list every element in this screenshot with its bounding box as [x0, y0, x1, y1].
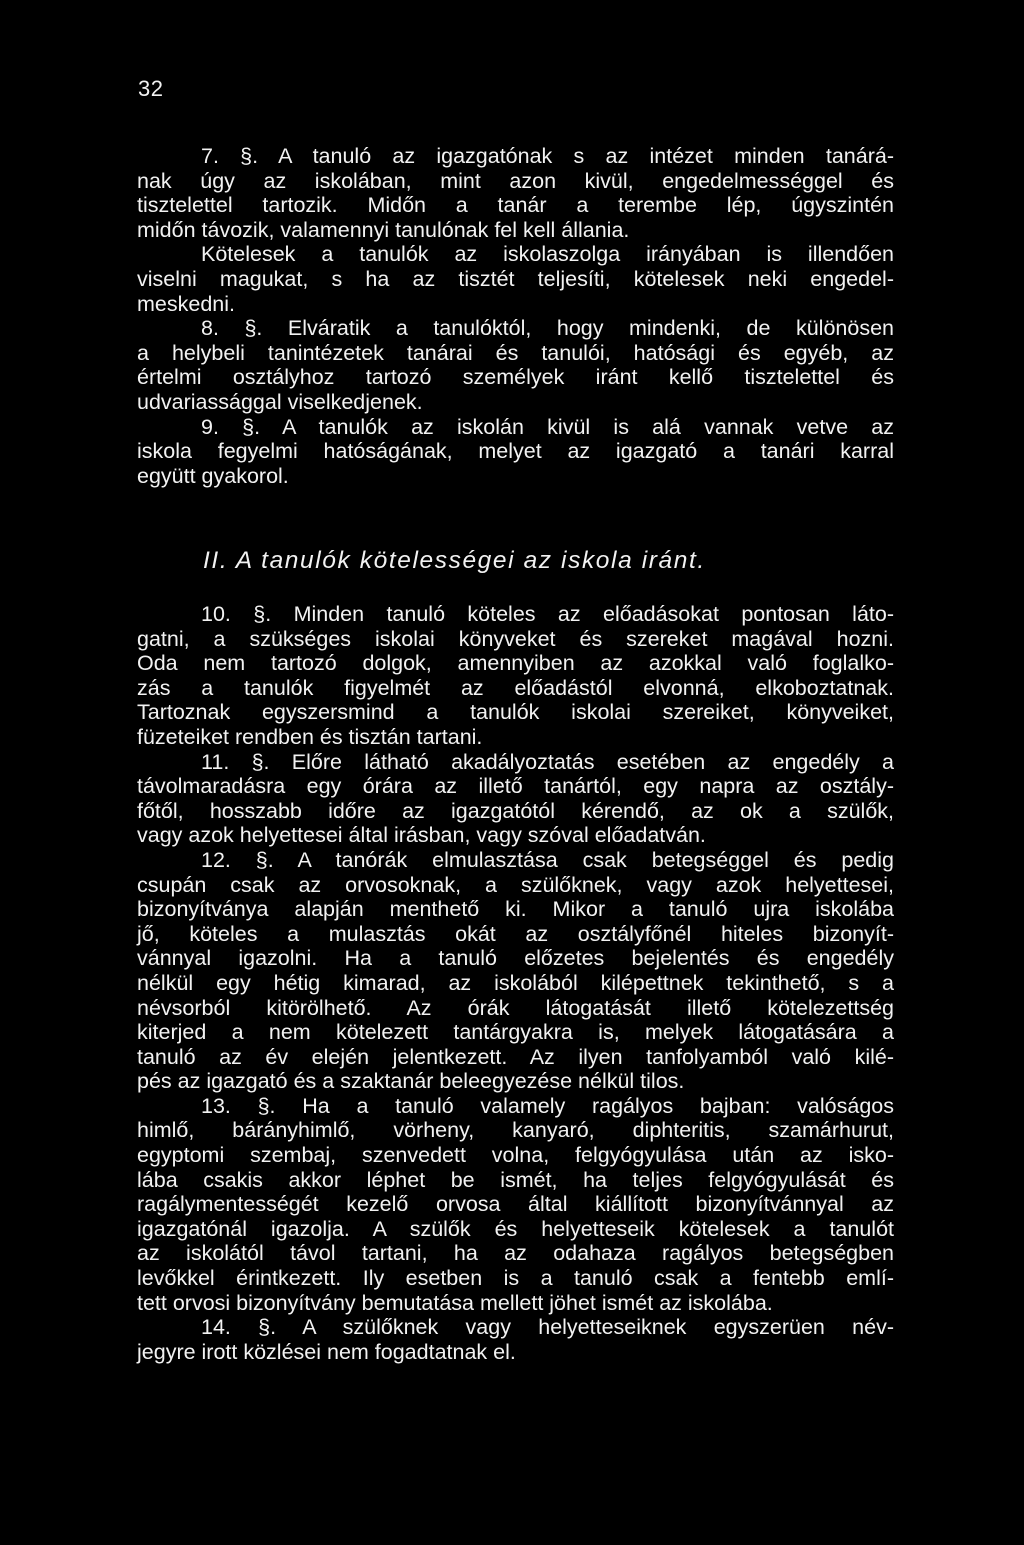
paragraph-line: a helybeli tanintézetek tanárai és tanulói, hatósági és egyéb, az [137, 340, 894, 365]
paragraph-line: nélkül egy hétig kimarad, az iskolából kilépettnek tekinthető, s a [137, 970, 894, 995]
paragraph-line: viselni magukat, s ha az tisztét teljesíti, kötelesek neki engedel- [137, 266, 894, 291]
paragraph-line: Kötelesek a tanulók az iskolaszolga irányában is illendően [201, 242, 894, 267]
paragraph-line: zás a tanulók figyelmét az előadástól elvonná, elkoboztatnak. [137, 675, 894, 700]
paragraph-line: együtt gyakorol. [137, 463, 289, 488]
paragraph-line: udvariassággal viselkedjenek. [137, 389, 423, 414]
paragraph-line: 12. §. A tanórák elmulasztása csak betegséggel és pedig [201, 847, 894, 872]
paragraph-line: himlő, bárányhimlő, vörheny, kanyaró, diphteritis, szamárhurut, [137, 1118, 894, 1143]
paragraph-line: tanuló az év elején jelentkezett. Az ilyen tanfolyamból való kilé- [137, 1044, 894, 1069]
paragraph-line: kiterjed a nem kötelezett tantárgyakra is, melyek látogatására a [137, 1020, 894, 1045]
paragraph-line: lába csakis akkor léphet be ismét, ha teljes felgyógyulását és [137, 1167, 894, 1192]
section-heading: II. A tanulók kötelességei az iskola iránt. [203, 547, 706, 574]
paragraph-line: pés az igazgató és a szaktanár beleegyezése nélkül tilos. [137, 1069, 685, 1094]
paragraph-line: levőkkel érintkezett. Ily esetben is a tanuló csak a fentebb emlí- [137, 1266, 894, 1291]
paragraph-line: 8. §. Elváratik a tanulóktól, hogy mindenki, de különösen [201, 316, 894, 341]
paragraph-line: főtől, hosszabb időre az igazgatótól kérendő, az ok a szülők, [137, 798, 894, 823]
paragraph-line: Oda nem tartozó dolgok, amennyiben az azokkal való foglalko- [137, 651, 894, 676]
paragraph-line: 7. §. A tanuló az igazgatónak s az intézet minden tanárá- [201, 144, 894, 168]
paragraph-line: midőn távozik, valamennyi tanulónak fel kell állania. [137, 217, 630, 242]
paragraph-line: 10. §. Minden tanuló köteles az előadásokat pontosan láto- [201, 602, 894, 626]
paragraph-line: vánnyal igazolni. Ha a tanuló előzetes bejelentés és engedély [137, 946, 894, 971]
paragraph-line: távolmaradásra egy órára az illető tanártól, egy napra az osztály- [137, 774, 894, 799]
paragraph-line: jő, köteles a mulasztás okát az osztályfőnél hiteles bizonyít- [137, 921, 894, 946]
paragraph-line: egyptomi szembaj, szenvedett volna, felgyógyulása után az isko- [137, 1143, 894, 1168]
paragraph-line: nak úgy az iskolában, mint azon kivül, engedelmességgel és [137, 168, 894, 193]
body-text-block [137, 144, 894, 488]
paragraph-line: bizonyítványa alapján menthető ki. Mikor a tanuló ujra iskolába [137, 897, 894, 922]
paragraph-line: igazgatónál igazolja. A szülők és helyetteseik kötelesek a tanulót [137, 1216, 894, 1241]
paragraph-line: névsorból kitörölhető. Az órák látogatását illető kötelezettség [137, 995, 894, 1020]
paragraph-line: csupán csak az orvosoknak, a szülőknek, vagy azok helyettesei, [137, 872, 894, 897]
page-number: 32 [138, 76, 164, 101]
paragraph-line: Tartoznak egyszersmind a tanulók iskolai szereiket, könyveiket, [137, 700, 894, 725]
paragraph-line: 9. §. A tanulók az iskolán kivül is alá vannak vetve az [201, 414, 894, 439]
paragraph-line: értelmi osztályhoz tartozó személyek iránt kellő tisztelettel és [137, 365, 894, 390]
paragraph-line: tisztelettel tartozik. Midőn a tanár a terembe lép, úgyszintén [137, 193, 894, 218]
paragraph-line: füzeteiket rendben és tisztán tartani. [137, 724, 483, 749]
paragraph-line: tett orvosi bizonyítvány bemutatása mellett jöhet ismét az iskolába. [137, 1290, 773, 1315]
paragraph-line: ragálymentességét kezelő orvosa által kiállított bizonyítvánnyal az [137, 1192, 894, 1217]
paragraph-line: az iskolától távol tartani, ha az odahaza ragályos betegségben [137, 1241, 894, 1266]
body-text-block [137, 602, 894, 1364]
paragraph-line: jegyre irott közlései nem fogadtatnak el. [137, 1339, 516, 1364]
paragraph-line: iskola fegyelmi hatóságának, melyet az igazgató a tanári karral [137, 439, 894, 464]
paragraph-line: 13. §. Ha a tanuló valamely ragályos bajban: valóságos [201, 1093, 894, 1118]
paragraph-line: gatni, a szükséges iskolai könyveket és szereket magával hozni. [137, 626, 894, 651]
paragraph-line: vagy azok helyettesei által irásban, vagy szóval előadatván. [137, 823, 706, 848]
paragraph-line: 14. §. A szülőknek vagy helyetteseiknek egyszerüen név- [201, 1315, 894, 1340]
paragraph-line: 11. §. Előre látható akadályoztatás esetében az engedély a [201, 749, 894, 774]
paragraph-line: meskedni. [137, 291, 235, 316]
